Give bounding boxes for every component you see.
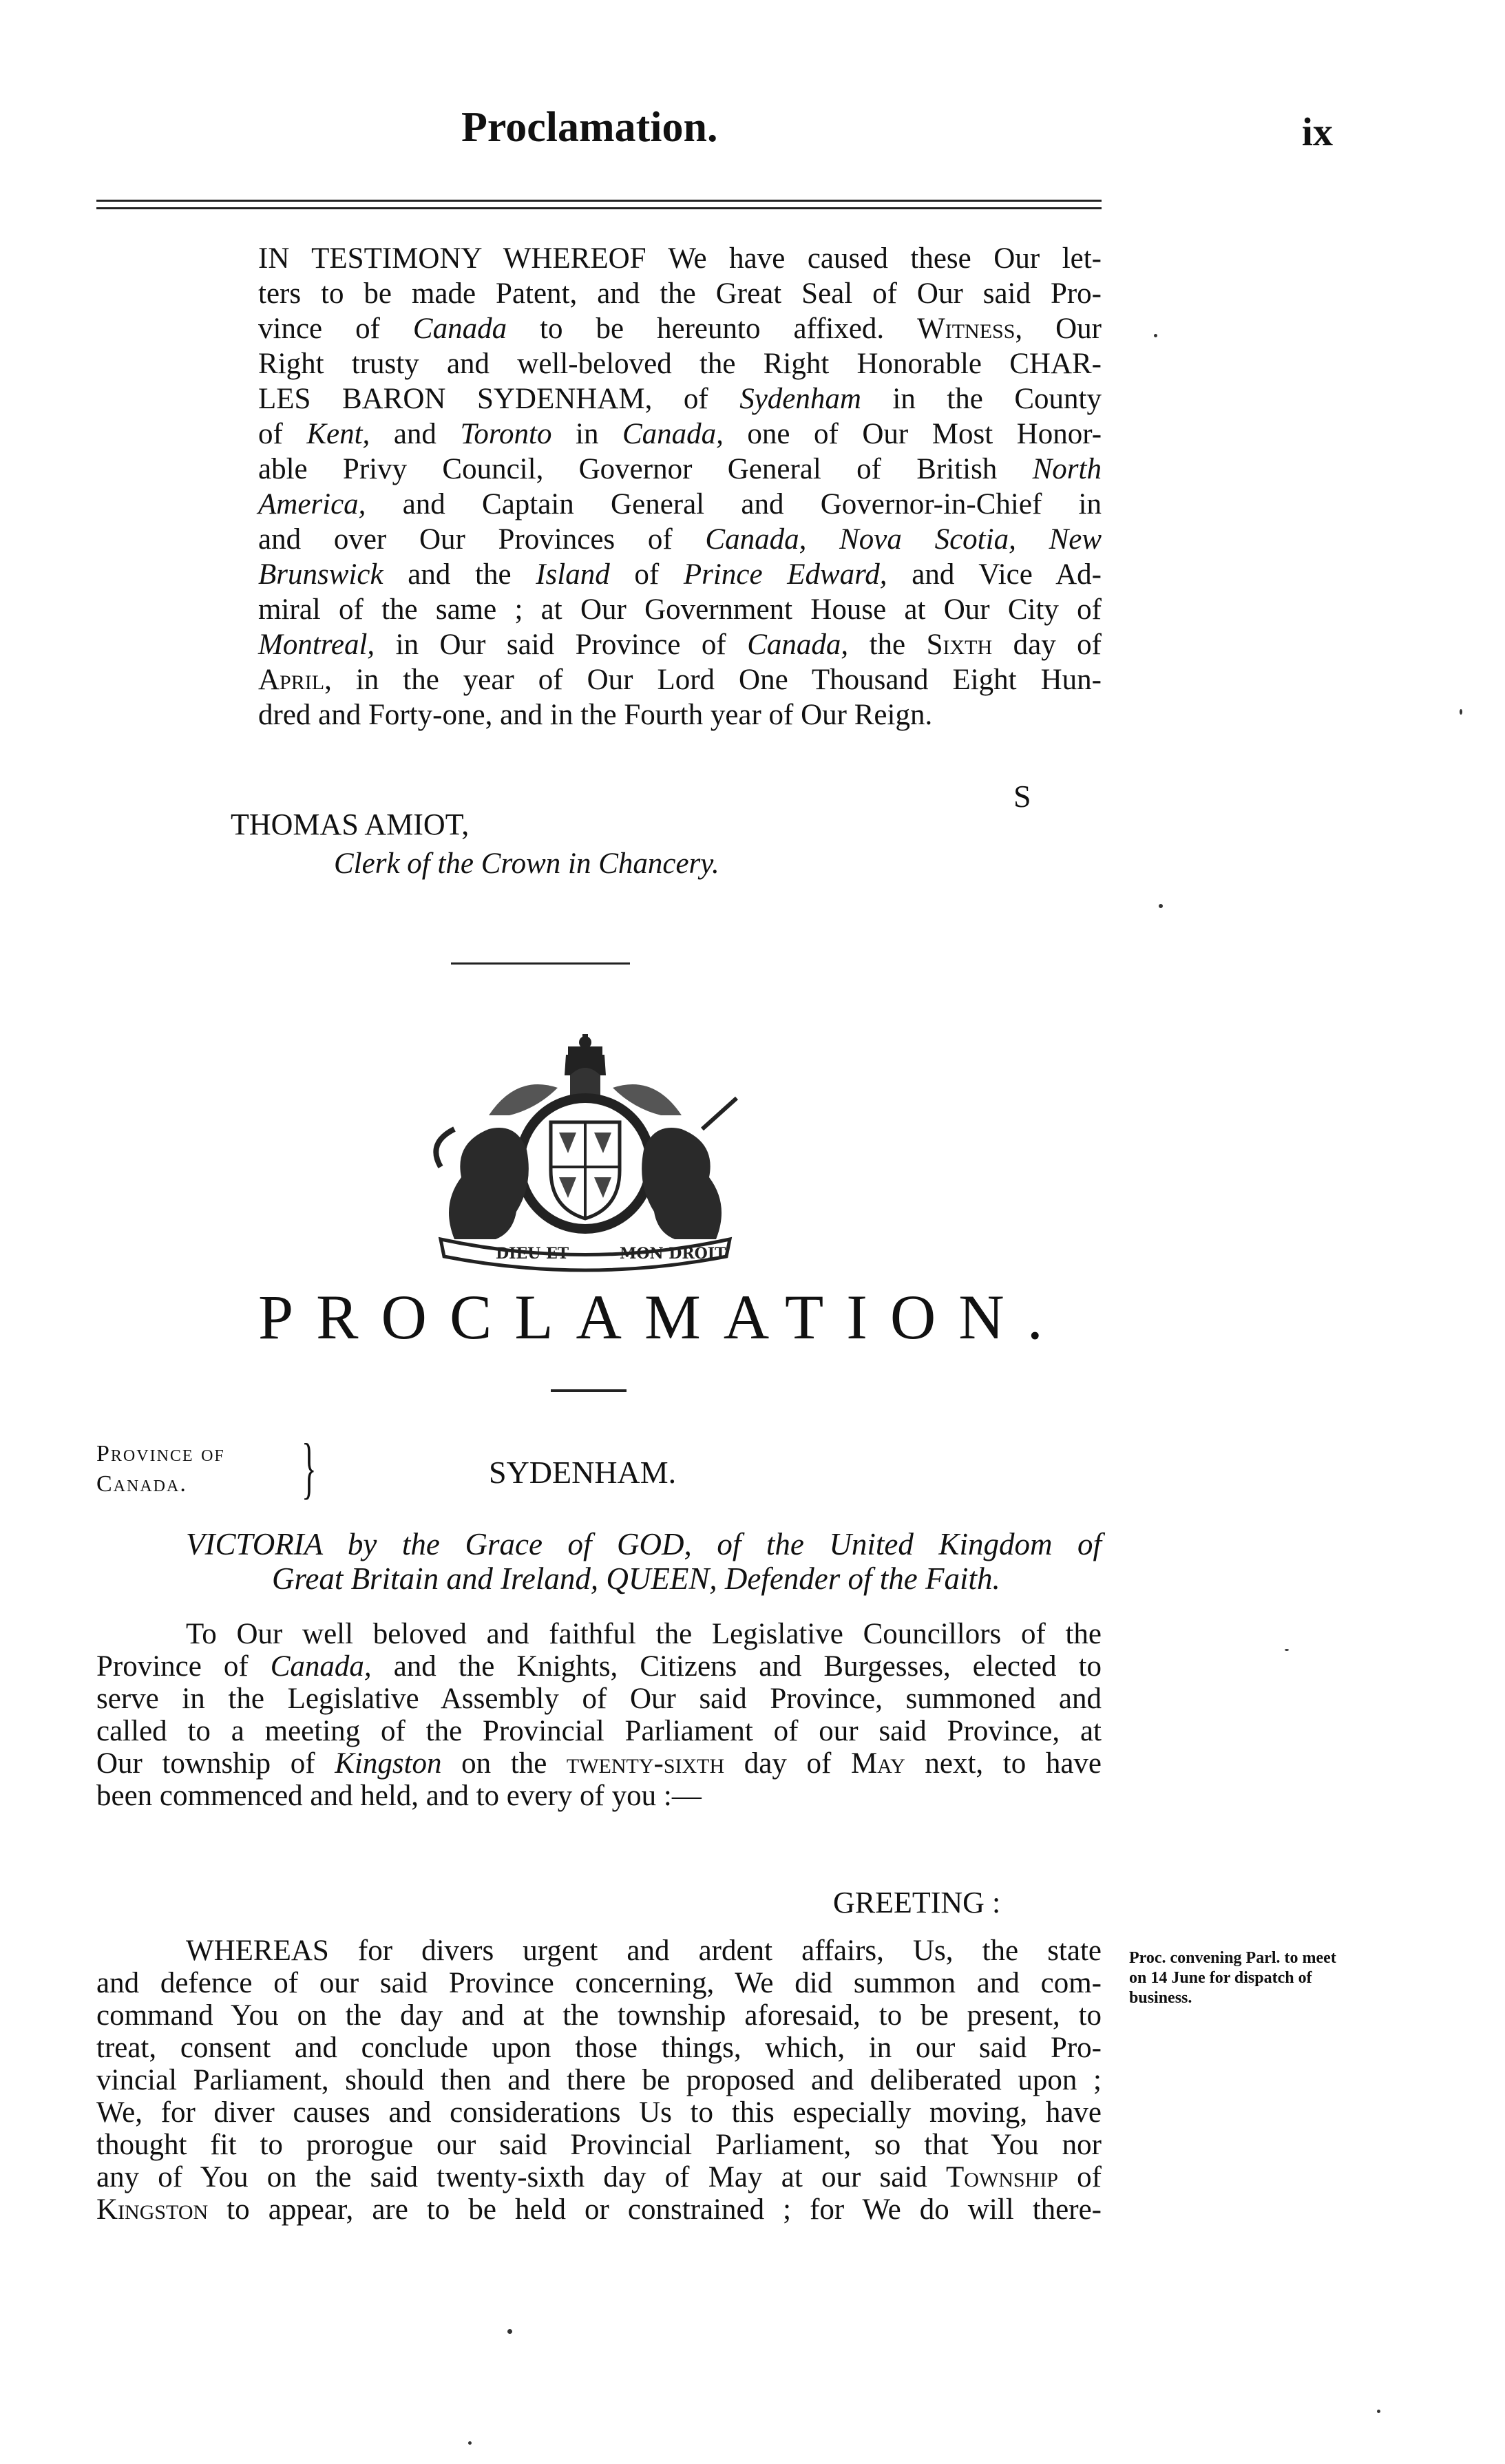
text-line <box>96 1683 1102 1715</box>
text-run: to be hereunto affixed. <box>507 313 918 345</box>
text-run: and the <box>383 558 536 591</box>
text-line <box>96 1999 1102 2032</box>
text-run: able Privy Council, Governor General of British <box>258 453 1033 485</box>
text-run: thought fit to prorogue our said Provincial Parliament, so that You nor <box>96 2129 1102 2161</box>
text-run: Canada, <box>270 1650 372 1683</box>
motto-left: DIEU ET <box>496 1245 569 1263</box>
province-label <box>96 1439 225 1499</box>
text-run: and defence of our said Province concerning, We did summon and com- <box>96 1967 1102 1999</box>
text-run: WHEREAS for divers urgent and ardent affairs, Us, the state <box>186 1935 1102 1967</box>
running-header <box>0 103 1505 158</box>
seal-mark: S <box>1013 779 1031 814</box>
text-line <box>258 522 1102 557</box>
text-line <box>96 1967 1102 1999</box>
text-run: Province of <box>96 1650 271 1683</box>
royal-coat-of-arms-icon <box>413 1033 757 1274</box>
header-double-rule <box>96 200 1102 215</box>
text-run: of <box>258 418 307 450</box>
text-line <box>96 1618 1102 1650</box>
text-run: and Vice Ad- <box>887 558 1102 591</box>
text-line <box>96 1747 1102 1780</box>
text-line <box>258 592 1102 627</box>
text-run: day of <box>992 629 1102 661</box>
text-line <box>258 276 1102 311</box>
address-paragraph <box>96 1618 1102 1812</box>
motto-right: MON DROIT <box>620 1245 726 1263</box>
text-run: IN TESTIMONY WHEREOF We have caused these Our let- <box>258 242 1102 275</box>
scan-speck <box>507 2329 512 2334</box>
text-run: We, for diver causes and considerations Us to this especially moving, have <box>96 2096 1102 2129</box>
text-line <box>258 557 1102 592</box>
text-run: Witness <box>917 313 1015 345</box>
scan-speck <box>1159 904 1163 908</box>
text-run: of <box>609 558 684 591</box>
text-run: ters to be made Patent, and the Great Seal of Our said Pro- <box>258 277 1102 310</box>
text-line <box>258 381 1102 417</box>
text-run: Township <box>946 2161 1058 2193</box>
text-run: Brunswick <box>258 558 383 591</box>
text-run: miral of the same ; at Our Government House at Our City of <box>258 593 1102 626</box>
province-line-1: Province of <box>96 1441 225 1466</box>
province-line-2: Canada. <box>96 1471 187 1497</box>
text-run: Canada, <box>705 523 807 556</box>
text-line <box>96 2096 1102 2129</box>
text-line <box>258 662 1102 697</box>
scan-speck <box>468 2441 472 2445</box>
text-run: Sydenham <box>739 383 861 415</box>
text-run: North <box>1032 453 1102 485</box>
text-run: the <box>848 629 927 661</box>
text-line <box>96 1715 1102 1747</box>
text-run: one of Our Most Honor- <box>723 418 1102 450</box>
title-underline <box>551 1389 627 1392</box>
text-line <box>258 697 1102 733</box>
text-line <box>258 627 1102 662</box>
text-run: Montreal, <box>258 629 375 661</box>
text-run: next, to have <box>905 1747 1102 1780</box>
text-run: May <box>850 1747 905 1780</box>
greeting: GREETING : <box>833 1886 1001 1919</box>
text-run: April, <box>258 664 332 696</box>
text-run: Island <box>536 558 610 591</box>
text-run: of <box>1057 2161 1102 2193</box>
text-line <box>96 2032 1102 2064</box>
scan-speck <box>1377 2410 1380 2413</box>
text-line <box>96 2161 1102 2193</box>
text-run: been commenced and held, and to every of you :— <box>96 1780 702 1812</box>
text-run: to appear, are to be held or constrained ; for We do will there- <box>208 2193 1102 2226</box>
marginal-note: Proc. convening Parl. to meet on 14 June for dispatch of business. <box>1129 1949 1336 2007</box>
text-run: New <box>1049 523 1102 556</box>
text-run: Canada, <box>747 629 849 661</box>
text-run: LES BARON SYDENHAM, of <box>258 383 740 415</box>
text-run: command You on the day and at the township aforesaid, to be present, to <box>96 1999 1102 2032</box>
text-run: Prince Edward, <box>683 558 887 591</box>
brace-glyph: } <box>302 1429 317 1506</box>
text-run: To Our well beloved and faithful the Legislative Councillors of the <box>186 1618 1102 1650</box>
text-run: Kingston <box>96 2193 209 2226</box>
governor-name: SYDENHAM. <box>489 1455 677 1490</box>
text-run: Right trusty and well-beloved the Right Honorable CHAR- <box>258 348 1102 380</box>
scan-speck <box>1460 709 1462 715</box>
proclamation-title: PROCLAMATION. <box>258 1282 1066 1352</box>
text-run: any of You on the said twenty-sixth day of May at our said <box>96 2161 947 2193</box>
section-divider <box>451 962 630 965</box>
text-line <box>96 1780 1102 1812</box>
text-line <box>258 487 1102 522</box>
text-run: and the Knights, Citizens and Burgesses, elected to <box>371 1650 1102 1683</box>
text-run: and <box>370 418 461 450</box>
text-line <box>96 2064 1102 2096</box>
page-number: ix <box>1301 109 1333 154</box>
text-run: in the County <box>861 383 1102 415</box>
whereas-paragraph <box>96 1935 1102 2226</box>
text-run: in Our said Province of <box>375 629 748 661</box>
text-run: dred and Forty-one, and in the Fourth year of Our Reign. <box>258 699 933 731</box>
testimony-paragraph <box>258 241 1102 733</box>
text-line <box>258 452 1102 487</box>
text-run: Kingston <box>335 1747 442 1780</box>
text-line <box>96 2129 1102 2161</box>
text-run <box>806 523 839 556</box>
text-run: called to a meeting of the Provincial Parliament of our said Province, at <box>96 1715 1102 1747</box>
text-run: America, <box>258 488 366 520</box>
text-run: and Captain General and Governor-in-Chief in <box>366 488 1102 520</box>
text-run: vincial Parliament, should then and there be proposed and deliberated upon ; <box>96 2064 1102 2096</box>
text-run: Our township of <box>96 1747 335 1780</box>
text-run: Sixth <box>926 629 993 661</box>
text-run: Canada, <box>622 418 724 450</box>
text-run: day of <box>724 1747 851 1780</box>
text-run: Toronto <box>460 418 552 450</box>
text-run: treat, consent and conclude upon those things, which, in our said Pro- <box>96 2032 1102 2064</box>
text-line <box>258 241 1102 276</box>
text-run: in <box>551 418 622 450</box>
text-line <box>96 1935 1102 1967</box>
text-run: and over Our Provinces of <box>258 523 706 556</box>
text-line <box>258 417 1102 452</box>
text-run: Kent, <box>306 418 370 450</box>
text-run: serve in the Legislative Assembly of Our said Province, summoned and <box>96 1683 1102 1715</box>
text-line <box>96 1650 1102 1683</box>
royal-style-line-2: Great Britain and Ireland, QUEEN, Defender of the Faith. <box>272 1561 1000 1596</box>
text-run: , Our <box>1015 313 1102 345</box>
scan-speck <box>1285 1649 1289 1651</box>
text-run: in the year of Our Lord One Thousand Eight Hun- <box>331 664 1102 696</box>
text-run: vince of <box>258 313 413 345</box>
text-line <box>258 311 1102 346</box>
scan-speck <box>1154 334 1157 337</box>
royal-style <box>186 1527 1102 1596</box>
text-run: twenty-sixth <box>566 1747 725 1780</box>
signatory-title: Clerk of the Crown in Chancery. <box>334 847 719 880</box>
text-line <box>258 346 1102 381</box>
royal-style-line-1: VICTORIA by the Grace of GOD, of the United Kingdom of <box>186 1527 1102 1561</box>
text-line <box>96 2193 1102 2226</box>
text-run <box>1016 523 1049 556</box>
running-title: Proclamation. <box>461 104 718 151</box>
text-run: on the <box>441 1747 567 1780</box>
text-run: Nova Scotia, <box>839 523 1016 556</box>
text-run: Canada <box>412 313 507 345</box>
signatory-name: THOMAS AMIOT, <box>231 808 470 841</box>
